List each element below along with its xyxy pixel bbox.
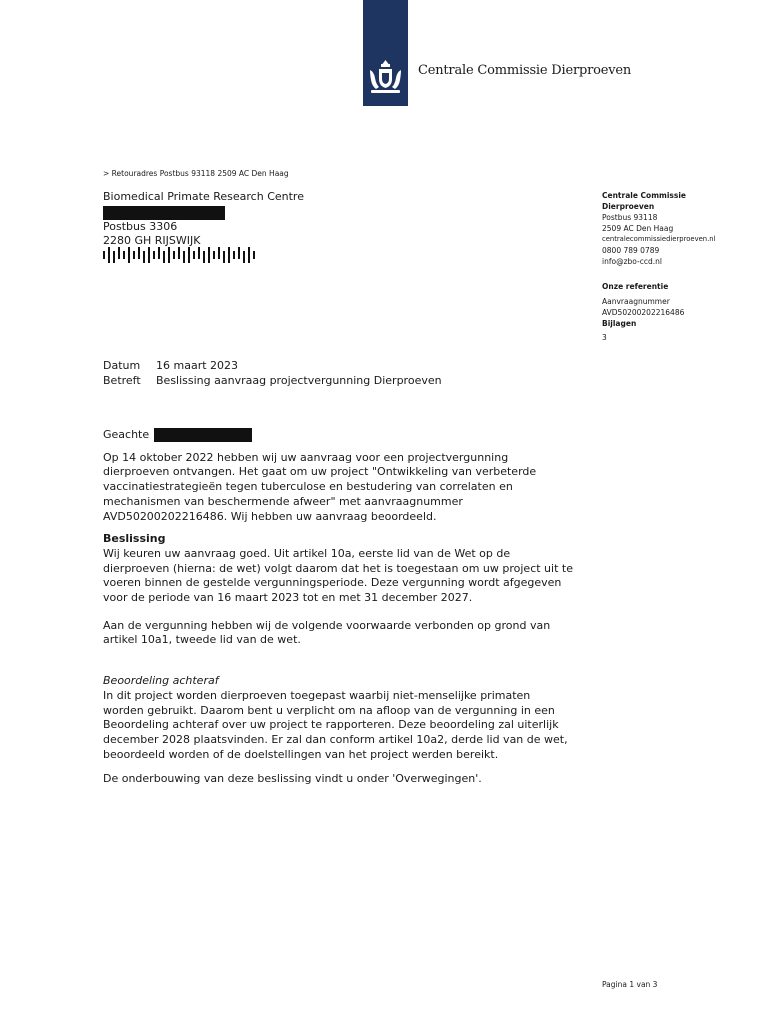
page-number: Pagina 1 van 3: [602, 980, 658, 989]
redaction-bar: [154, 428, 252, 442]
sender-phone: 0800 789 0789: [602, 246, 660, 255]
subject-row: [103, 374, 442, 389]
logo-bar: [363, 0, 408, 106]
attachments-count: 3: [602, 333, 607, 342]
date-row: [103, 359, 442, 374]
decision-heading: Beslissing: [103, 532, 166, 546]
redaction-bar: [103, 206, 225, 220]
salutation: Geachte: [103, 428, 150, 441]
sender-email: info@zbo-ccd.nl: [602, 257, 662, 266]
request-number-label: Aanvraagnummer: [602, 297, 670, 306]
letter-meta: [103, 359, 442, 388]
recipient-postal-city: 2280 GH RIJSWIJK: [103, 234, 201, 248]
sender-po-box: Postbus 93118: [602, 213, 658, 222]
recipient-address: [103, 190, 304, 249]
condition-paragraph: Aan de vergunning hebben wij de volgende voorwaarde verbonden op grond van artikel 10a1, tweede lid van de wet.: [103, 618, 551, 647]
attachments-label: Bijlagen: [602, 319, 637, 328]
retro-heading: Beoordeling achteraf: [103, 674, 219, 688]
subject-value: Beslissing aanvraag projectvergunning Dierproeven: [156, 373, 442, 387]
recipient-po-box: Postbus 3306: [103, 219, 178, 233]
closing-paragraph: De onderbouwing van deze beslissing vindt u onder 'Overwegingen'.: [103, 772, 482, 786]
decision-paragraph: Wij keuren uw aanvraag goed. Uit artikel 10a, eerste lid van de Wet op de dierproeven (hierna: de wet) volgt daarom dat het is toegestaan om uw project uit te voeren binnen de gestelde vergunningsperiode. Deze vergunning wordt afgegeven voor de periode van 16 maart 2023 tot en met 31 december 2027.: [103, 546, 573, 605]
subject-label: Betreft: [103, 373, 141, 387]
sender-name-line1: Centrale Commissie: [602, 191, 686, 200]
postal-barcode: [103, 247, 255, 263]
intro-paragraph: Op 14 oktober 2022 hebben wij uw aanvraag voor een projectvergunning dierproeven ontvangen. Het gaat om uw project "Ontwikkeling van verbeterde vaccinatiestrategieën tegen tuberculose en bestudering van correlaten en mechanismen van beschermende afweer" met aanvraagnummer AVD50200202216486. Wij hebben uw aanvraag beoordeeld.: [103, 450, 537, 523]
salutation-line: [103, 428, 573, 443]
request-number: AVD50200202216486: [602, 308, 685, 317]
retro-paragraph: In dit project worden dierproeven toegepast waarbij niet-menselijke primaten worden gebruikt. Daarom bent u verplicht om na afloop van de vergunning in een Beoordeling achteraf over uw project te rapporteren. Deze beoordeling zal uiterlijk december 2028 plaatsvinden. Er zal dan conform artikel 10a2, derde lid van de wet, beoordeeld worden of de doelstellingen van het project werden bereikt.: [103, 688, 568, 761]
return-address: > Retouradres Postbus 93118 2509 AC Den Haag: [103, 169, 289, 178]
date-value: 16 maart 2023: [156, 359, 239, 372]
coat-of-arms-icon: [367, 58, 404, 96]
organization-name: Centrale Commissie Dierproeven: [418, 63, 632, 78]
date-label: Datum: [103, 359, 141, 372]
recipient-name: Biomedical Primate Research Centre: [103, 190, 304, 203]
letter-body: [103, 428, 573, 787]
sender-postal-city: 2509 AC Den Haag: [602, 224, 674, 233]
sender-sidebar: [602, 190, 752, 343]
reference-label: Onze referentie: [602, 282, 669, 291]
sender-website: centralecommissiedierproeven.nl: [602, 235, 716, 243]
sender-name-line2: Dierproeven: [602, 202, 655, 211]
